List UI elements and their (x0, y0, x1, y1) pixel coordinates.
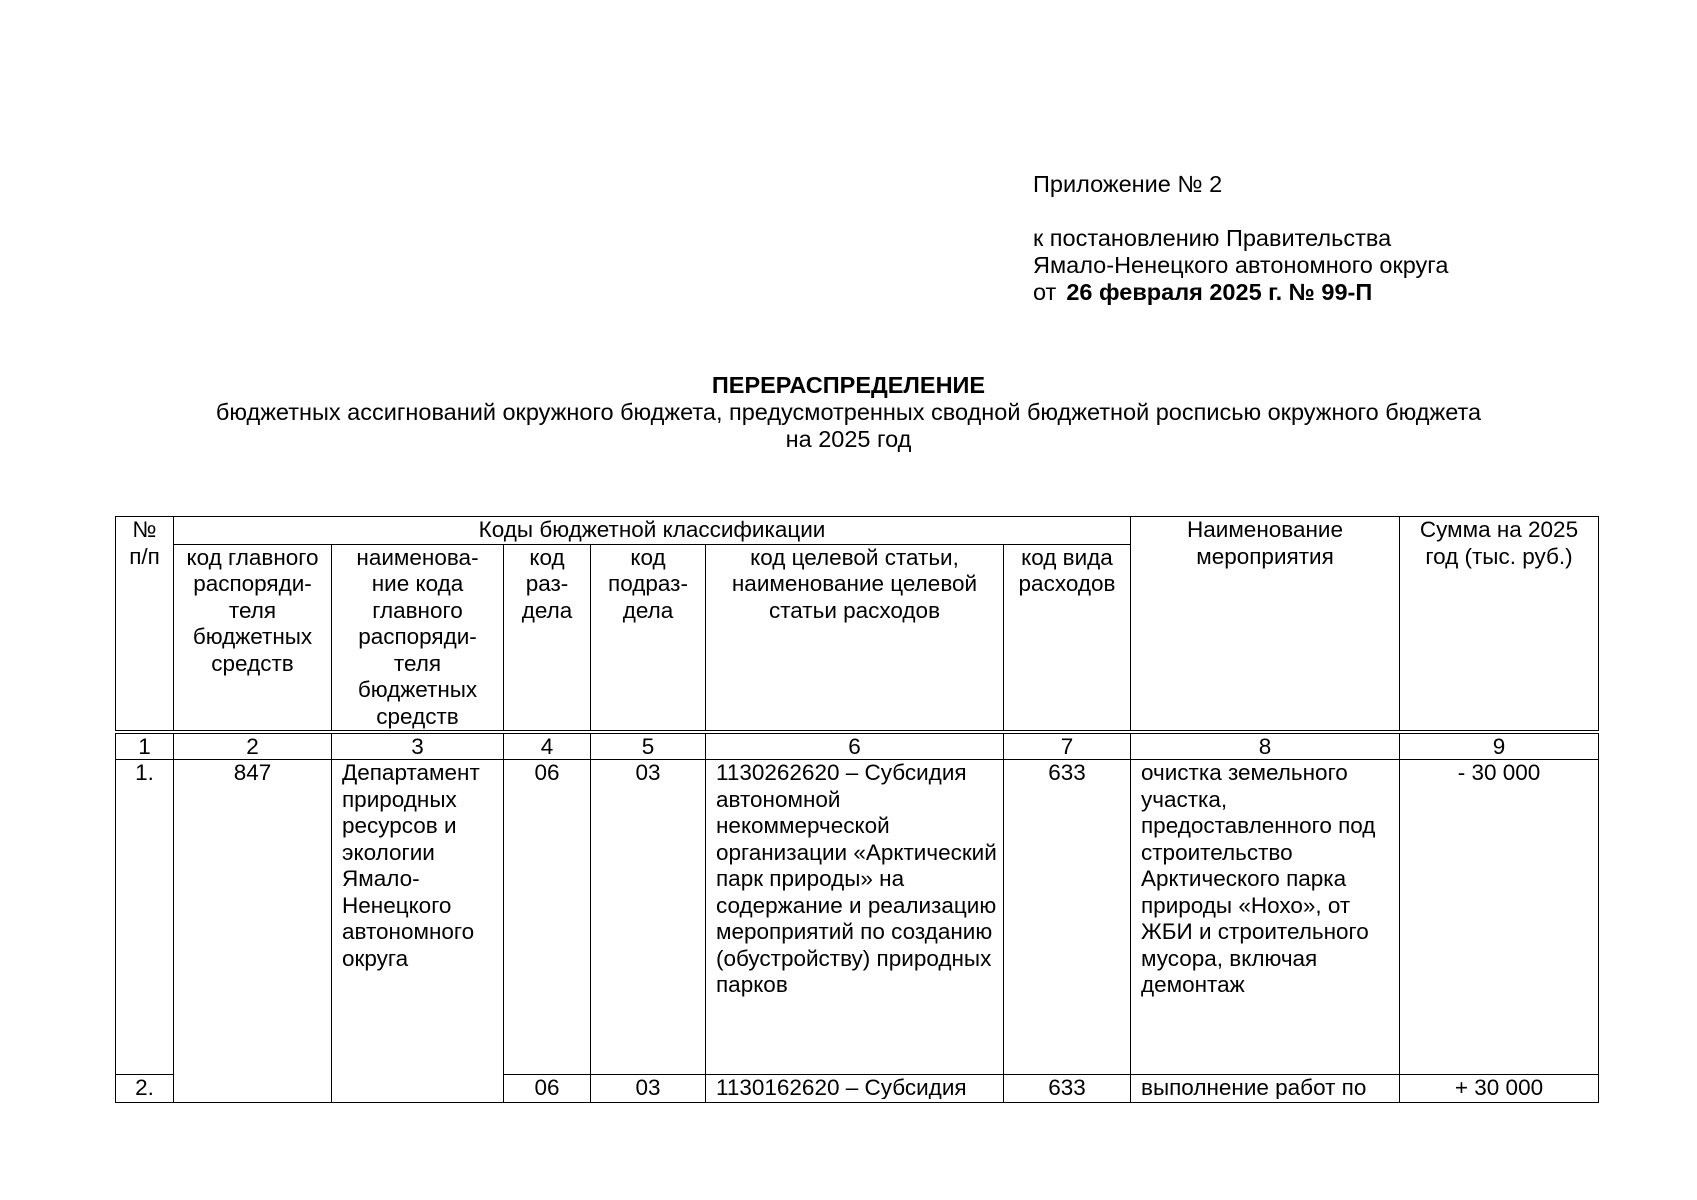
amount: - 30 000 (1400, 760, 1599, 1075)
appendix-to-line-1: к постановлению Правительства (1033, 225, 1392, 251)
subsection-code: 03 (591, 760, 706, 1075)
row-num: 2. (116, 1075, 174, 1103)
column-number: 3 (332, 732, 504, 760)
column-number: 8 (1131, 732, 1400, 760)
title-heading: ПЕРЕРАСПРЕДЕЛЕНИЕ (711, 372, 986, 398)
activity-name: очистка земельного участка, предоставленного под строительство Арктического парка природы «Нохо», от ЖБИ и строительного мусора, включая демонтаж (1131, 760, 1400, 1075)
activity-name-text: выполнение работ по (1141, 1075, 1367, 1099)
appendix-date-line (1033, 279, 1448, 306)
target-item (706, 1075, 1004, 1103)
date-prefix: от (1033, 279, 1057, 305)
expense-type-code: 633 (1004, 760, 1131, 1075)
activity-name (1131, 1075, 1400, 1103)
title-subtitle-line-2: на 2025 год (785, 426, 912, 452)
title-subtitle-line-1: бюджетных ассигнований окружного бюджета, предусмотренных сводной бюджетной росписью окружного бюджета (215, 399, 1482, 425)
column-number: 4 (504, 732, 591, 760)
row-num: 1. (116, 760, 174, 1075)
header-target: код целевой статьи, наименование целевой статьи расходов (706, 544, 1004, 732)
appendix-to-line-2: Ямало-Ненецкого автономного округа (1033, 252, 1449, 278)
header-section: код раз-дела (504, 544, 591, 732)
section-code: 06 (504, 760, 591, 1075)
appendix-block (1033, 171, 1448, 306)
column-number: 9 (1400, 732, 1599, 760)
budget-table (115, 516, 1599, 1103)
table-row (116, 760, 1599, 1075)
section-code: 06 (504, 1075, 591, 1103)
column-number: 5 (591, 732, 706, 760)
column-number: 6 (706, 732, 1004, 760)
header-grbs-name: наименова-ние кода главного распоряди-теля бюджетных средств (332, 544, 504, 732)
target-item: 1130262620 – Субсидия автономной некоммерческой организации «Арктический парк природы» на содержание и реализацию мероприятий по созданию (обустройству) природных парков (706, 760, 1004, 1075)
header-classification-codes: Коды бюджетной классификации (174, 517, 1131, 545)
grbs-name: Департамент природных ресурсов и экологии Ямало-Ненецкого автономного округа (332, 760, 504, 1103)
target-item-text: 1130162620 – Субсидия (716, 1075, 967, 1099)
header-grbs-code: код главного распоряди-теля бюджетных средств (174, 544, 332, 732)
column-number: 2 (174, 732, 332, 760)
header-row-1 (116, 517, 1599, 545)
subsection-code: 03 (591, 1075, 706, 1103)
header-activity: Наименование мероприятия (1131, 517, 1400, 733)
header-amount: Сумма на 2025 год (тыс. руб.) (1400, 517, 1599, 733)
resolution-date: 26 февраля 2025 г. № 99-П (1066, 279, 1373, 305)
grbs-code: 847 (174, 760, 332, 1103)
appendix-number: Приложение № 2 (1033, 171, 1223, 197)
header-subsection: код подраз-дела (591, 544, 706, 732)
header-expense-type: код вида расходов (1004, 544, 1131, 732)
amount: + 30 000 (1400, 1075, 1599, 1103)
header-num: № п/п (116, 517, 174, 733)
column-number: 7 (1004, 732, 1131, 760)
expense-type-code: 633 (1004, 1075, 1131, 1103)
column-numbers-row (116, 732, 1599, 760)
column-number: 1 (116, 732, 174, 760)
document-title (0, 372, 1697, 453)
